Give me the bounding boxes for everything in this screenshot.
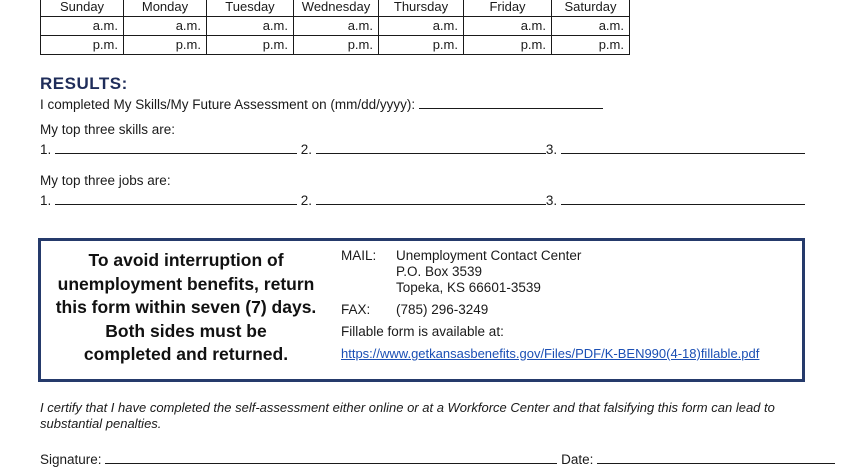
job-2-field[interactable] xyxy=(316,191,546,205)
signature-label: Signature: xyxy=(40,452,102,467)
date-label: Date: xyxy=(561,452,594,467)
sunday-pm-cell[interactable]: p.m. xyxy=(41,36,124,55)
job-number-2: 2. xyxy=(300,193,313,208)
thursday-am-cell[interactable]: a.m. xyxy=(379,17,464,36)
fax-number: (785) 296-3249 xyxy=(396,302,489,317)
mail-label: MAIL: xyxy=(341,248,377,263)
day-header-friday: Friday xyxy=(464,0,552,17)
assessment-date-label: I completed My Skills/My Future Assessment on (mm/dd/yyyy): xyxy=(40,97,416,112)
fax-label: FAX: xyxy=(341,302,371,317)
tuesday-am-cell[interactable]: a.m. xyxy=(207,17,294,36)
fillable-form-link[interactable]: https://www.getkansasbenefits.gov/Files/PDF/K-BEN990(4-18)fillable.pdf xyxy=(341,346,760,361)
skill-number-2: 2. xyxy=(300,142,313,157)
notice-line-5: completed and returned. xyxy=(83,344,289,364)
date-field[interactable] xyxy=(597,450,835,464)
day-header-tuesday: Tuesday xyxy=(207,0,294,17)
notice-line-2: unemployment benefits, return xyxy=(57,273,315,294)
friday-am-cell[interactable]: a.m. xyxy=(464,17,552,36)
mail-address-line-1: Unemployment Contact Center xyxy=(396,248,582,263)
pm-row xyxy=(41,36,630,55)
day-header-saturday: Saturday xyxy=(552,0,630,17)
notice-line-3: this form within seven (7) days. xyxy=(55,297,317,317)
availability-table xyxy=(40,0,630,55)
tuesday-pm-cell[interactable]: p.m. xyxy=(207,36,294,55)
monday-am-cell[interactable]: a.m. xyxy=(124,17,207,36)
skill-2-field[interactable] xyxy=(316,140,546,154)
day-header-sunday: Sunday xyxy=(41,0,124,17)
signature-line xyxy=(40,450,835,467)
monday-pm-cell[interactable]: p.m. xyxy=(124,36,207,55)
day-header-thursday: Thursday xyxy=(379,0,464,17)
day-header-row xyxy=(41,0,630,17)
certification-statement: I certify that I have completed the self-assessment either online or at a Workforce Center and that falsifying this form can lead to substantial penalties. xyxy=(40,400,775,431)
skill-1-field[interactable] xyxy=(55,140,297,154)
notice-line-4: Both sides must be xyxy=(105,320,267,341)
skills-answer-line xyxy=(40,140,805,157)
job-number-3: 3. xyxy=(545,193,558,208)
jobs-label: My top three jobs are: xyxy=(40,173,171,188)
mail-address xyxy=(396,248,581,296)
saturday-pm-cell[interactable]: p.m. xyxy=(552,36,630,55)
return-deadline-notice xyxy=(45,249,327,367)
skill-number-1: 1. xyxy=(40,142,52,157)
skills-label: My top three skills are: xyxy=(40,122,176,137)
day-header-wednesday: Wednesday xyxy=(294,0,379,17)
fillable-form-label: Fillable form is available at: xyxy=(341,324,504,339)
mail-address-line-2: P.O. Box 3539 xyxy=(396,264,483,279)
jobs-answer-line xyxy=(40,191,805,208)
friday-pm-cell[interactable]: p.m. xyxy=(464,36,552,55)
job-1-field[interactable] xyxy=(55,191,297,205)
saturday-am-cell[interactable]: a.m. xyxy=(552,17,630,36)
mail-address-line-3: Topeka, KS 66601-3539 xyxy=(396,280,541,295)
thursday-pm-cell[interactable]: p.m. xyxy=(379,36,464,55)
signature-field[interactable] xyxy=(105,450,557,464)
wednesday-am-cell[interactable]: a.m. xyxy=(294,17,379,36)
am-row xyxy=(41,17,630,36)
sunday-am-cell[interactable]: a.m. xyxy=(41,17,124,36)
results-heading: RESULTS: xyxy=(40,74,128,93)
job-3-field[interactable] xyxy=(561,191,805,205)
skill-3-field[interactable] xyxy=(561,140,805,154)
skill-number-3: 3. xyxy=(545,142,558,157)
day-header-monday: Monday xyxy=(124,0,207,17)
job-number-1: 1. xyxy=(40,193,52,208)
notice-line-1: To avoid interruption of xyxy=(88,250,284,270)
assessment-date-field[interactable] xyxy=(419,95,603,109)
assessment-date-line xyxy=(40,95,603,112)
wednesday-pm-cell[interactable]: p.m. xyxy=(294,36,379,55)
